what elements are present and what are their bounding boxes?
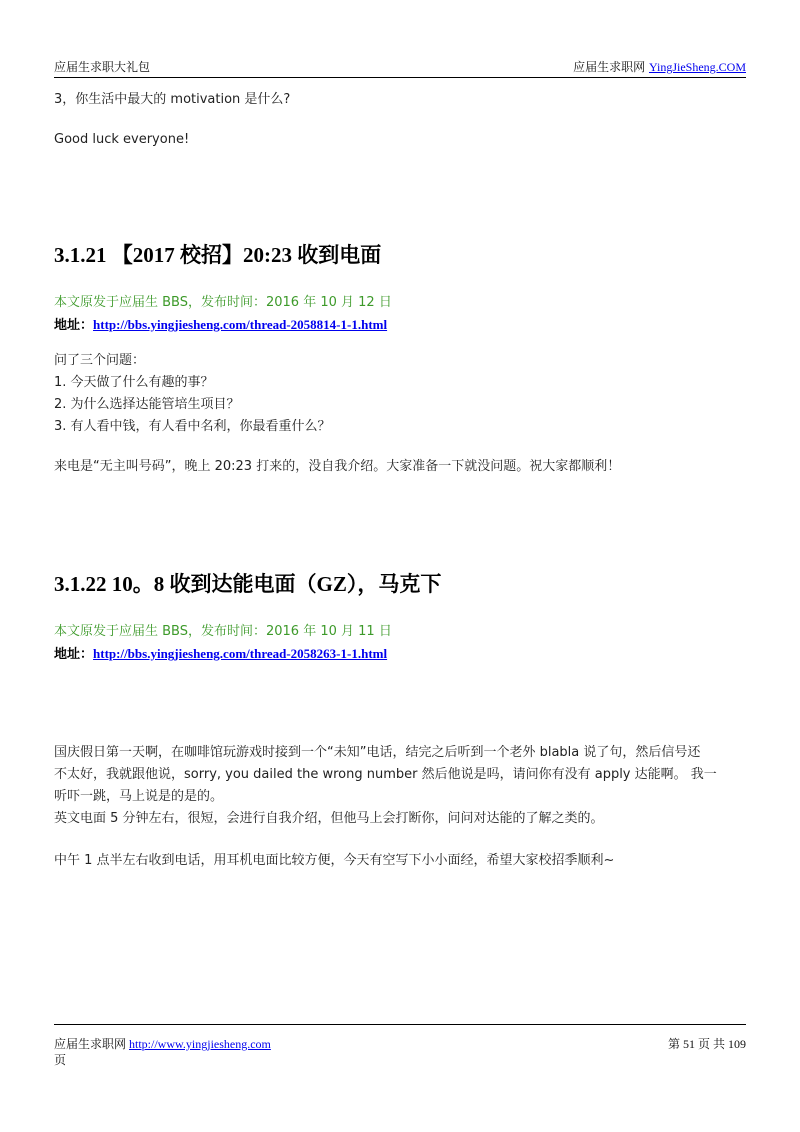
header-rule	[54, 77, 746, 78]
footer-site	[54, 1035, 271, 1052]
paragraph-line: 英文电面 5 分钟左右，很短，会进行自我介绍，但他马上会打断你，问问对达能的了解之类的。	[54, 811, 604, 826]
footer-site-name: 应届生求职网	[54, 1037, 127, 1051]
header-site	[573, 58, 746, 75]
question-list	[54, 350, 331, 438]
paragraph-line: 不太好，我就跟他说，sorry, you dailed the wrong number 然后他说是吗，请问你有没有 apply 达能啊。 我一	[54, 767, 717, 782]
address-link[interactable]: http://bbs.yingjiesheng.com/thread-2058814-1-1.html	[93, 317, 388, 332]
list-item: 2. 为什么选择达能管培生项目？	[54, 397, 240, 412]
good-luck-text: Good luck everyone!	[54, 132, 190, 147]
address-link[interactable]: http://bbs.yingjiesheng.com/thread-2058263-1-1.html	[93, 646, 388, 661]
page-number: 第 51 页 共 109	[667, 1037, 746, 1051]
paragraph-line: 听吓一跳，马上说是的是的。	[54, 789, 224, 804]
section-source-3-1-21: 本文原发于应届生 BBS，发布时间：2016 年 10 月 12 日	[54, 295, 392, 310]
list-item: 1. 今天做了什么有趣的事？	[54, 375, 214, 390]
closing-text: 来电是“无主叫号码”，晚上 20:23 打来的，没自我介绍。大家准备一下就没问题。祝大家都顺利！	[54, 459, 621, 474]
header-title: 应届生求职大礼包	[54, 60, 151, 74]
section-address-3-1-22	[54, 643, 387, 662]
address-label: 地址：	[54, 317, 94, 332]
section-heading-3-1-21: 3.1.21 【2017 校招】20:23 收到电面	[54, 243, 382, 267]
paragraph-line: 国庆假日第一天啊，在咖啡馆玩游戏时接到一个“未知”电话，结完之后听到一个老外 blabla 说了句，然后信号还	[54, 745, 701, 760]
story-paragraph	[54, 742, 754, 830]
header-site-label: 应届生求职网	[573, 60, 646, 74]
section-address-3-1-21	[54, 314, 387, 333]
section-source-3-1-22: 本文原发于应届生 BBS，发布时间：2016 年 10 月 11 日	[54, 624, 392, 639]
footer-rule	[54, 1024, 746, 1025]
page-suffix: 页	[54, 1053, 67, 1067]
summary-paragraph: 中午 1 点半左右收到电话，用耳机电面比较方便，今天有空写下小小面经，希望大家校招季顺利~	[54, 853, 615, 868]
list-item: 3. 有人看中钱，有人看中名利，你最看重什么？	[54, 419, 331, 434]
question-3: 3，你生活中最大的 motivation 是什么?	[54, 92, 291, 107]
address-label: 地址：	[54, 646, 94, 661]
header-site-link[interactable]: YingJieSheng.COM	[648, 60, 746, 74]
list-item: 问了三个问题：	[54, 353, 146, 368]
footer-site-link[interactable]: http://www.yingjiesheng.com	[129, 1037, 271, 1051]
section-heading-3-1-22: 3.1.22 10。8 收到达能电面（GZ），马克下	[54, 572, 442, 596]
